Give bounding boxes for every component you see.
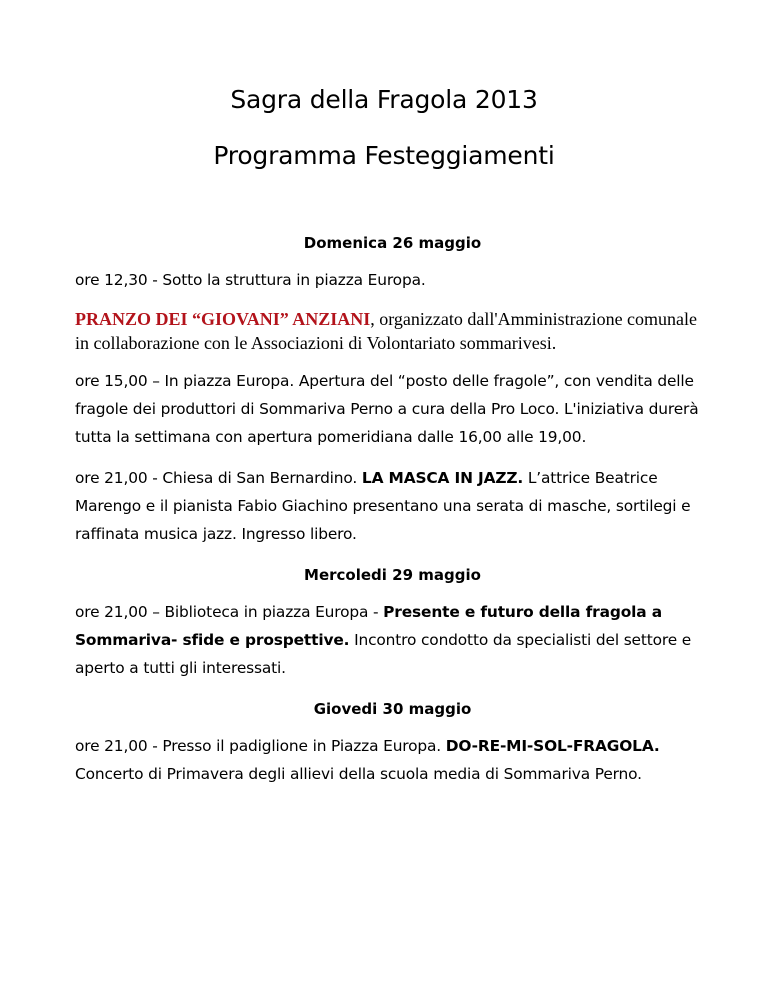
event-text: ore 21,00 - Presso il padiglione in Piazza Europa. [75, 737, 446, 755]
event-paragraph [75, 464, 710, 548]
event-text: , organizzato dall'Amministrazione comunale in collaborazione con le Associazioni di Volontariato sommarivesi. [75, 309, 698, 353]
event-paragraph [75, 266, 710, 294]
document-title: Sagra della Fragola 2013 [230, 85, 538, 114]
event-paragraph [75, 732, 710, 788]
event-paragraph [75, 598, 710, 682]
event-text: ore 12,30 - Sotto la struttura in piazza Europa. [75, 271, 426, 289]
event-title: Presente e futuro della fragola a Sommariva- sfide e prospettive. [75, 603, 662, 649]
event-text: Concerto di Primavera degli allievi della scuola media di Sommariva Perno. [75, 765, 642, 783]
event-paragraph [75, 307, 710, 355]
event-title: LA MASCA IN JAZZ. [361, 469, 524, 487]
event-highlight-title: PRANZO DEI “GIOVANI” ANZIANI [75, 309, 371, 329]
event-title: DO-RE-MI-SOL-FRAGOLA. [445, 737, 660, 755]
event-text: ore 21,00 - Chiesa di San Bernardino. [75, 469, 362, 487]
document-subtitle: Programma Festeggiamenti [213, 141, 555, 170]
event-text: ore 21,00 – Biblioteca in piazza Europa - [75, 603, 384, 621]
day-heading: Mercoledi 29 maggio [304, 566, 481, 584]
day-heading: Giovedi 30 maggio [313, 700, 472, 718]
day-heading: Domenica 26 maggio [303, 234, 482, 252]
event-text: ore 15,00 – In piazza Europa. Apertura del “posto delle fragole”, con vendita delle fragole dei produttori di Sommariva Perno a cura della Pro Loco. L'iniziativa durerà tutta la settimana con apertura pomeridiana dalle 16,00 alle 19,00. [75, 372, 699, 446]
event-paragraph [75, 367, 710, 451]
event-text: Incontro condotto da specialisti del settore e aperto a tutti gli interessati. [75, 631, 692, 677]
program-content [75, 229, 710, 801]
event-text: L’attrice Beatrice Marengo e il pianista Fabio Giachino presentano una serata di masche, sortilegi e raffinata musica jazz. Ingresso libero. [75, 469, 691, 543]
